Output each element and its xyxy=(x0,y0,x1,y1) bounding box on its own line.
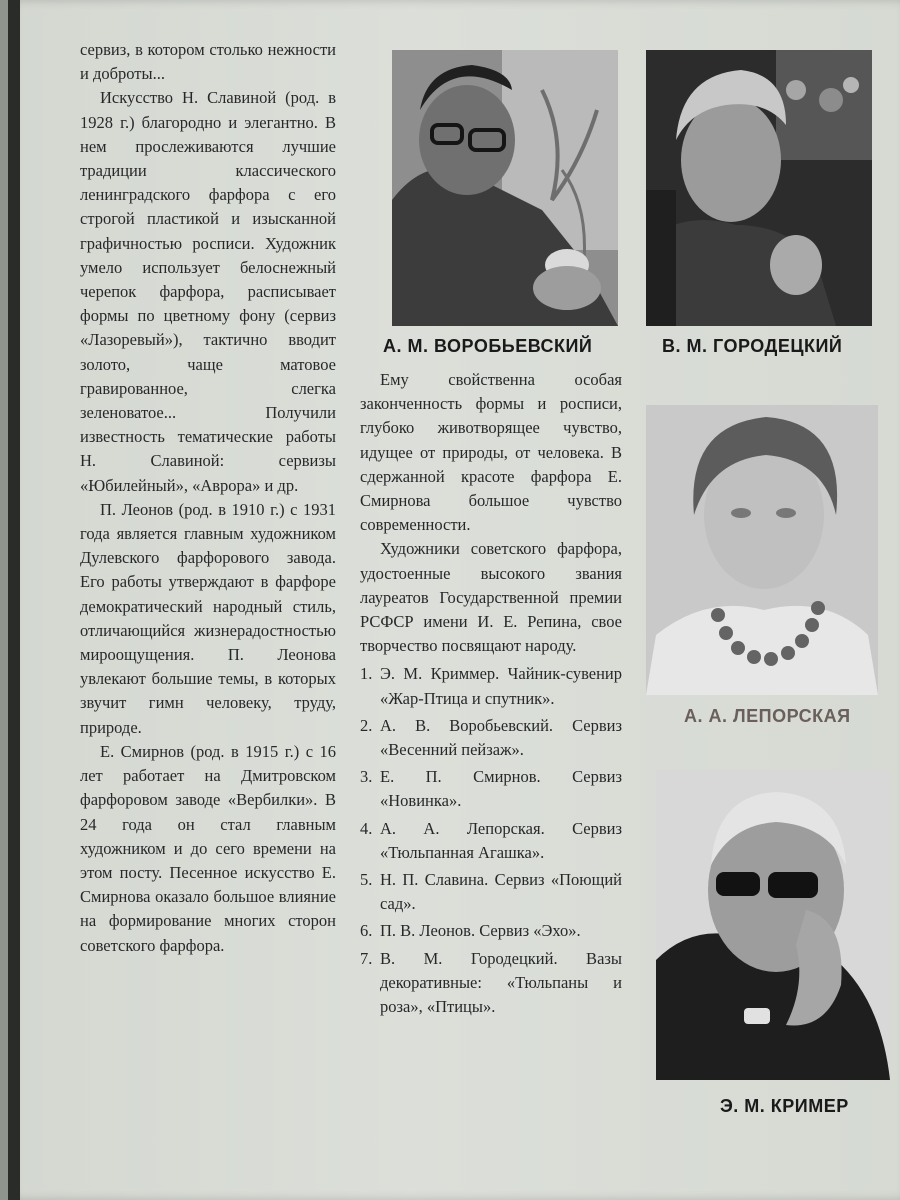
caption-leporskaya: А. А. ЛЕПОРСКАЯ xyxy=(684,706,851,726)
list-number: 1. xyxy=(360,664,373,684)
paragraph: П. Леонов (род. в 1910 г.) с 1931 года является главным художником Дулевского фарфорового завода. Его работы утверждают в фарфоре демократический народный стиль, отличающийся жизнерадостностью мироощущения. П. Леонова увлекают большие темы, в которых звучит гимн человеку, труду, природе. xyxy=(80,499,336,737)
list-text: Е. П. Смирнов. Сервиз «Новинка». xyxy=(380,767,622,811)
paragraph: Е. Смирнов (род. в 1915 г.) с 16 лет работает на Дмитровском фарфоровом заводе «Вербилки». В 24 года он стал главным художником и до сего времени на этом посту. Песенное искусство Е. Смирнова оказало большое влияние на формирование многих сторон советского фарфора. xyxy=(80,741,336,955)
list-item xyxy=(360,868,622,916)
list-text: А. В. Воробьевский. Сервиз «Весенний пейзаж». xyxy=(380,715,622,760)
list-text: Э. М. Криммер. Чайник-сувенир «Жар-Птица и спутник». xyxy=(380,664,622,708)
left-text-column xyxy=(80,38,336,958)
book-page xyxy=(8,0,900,1200)
portrait-photo-vorobyevsky xyxy=(392,50,618,326)
list-number: 4. xyxy=(360,818,373,838)
caption-vorobyevsky: А. М. ВОРОБЬЕВСКИЙ xyxy=(383,336,593,356)
list-item xyxy=(360,947,622,1020)
portrait-photo-leporskaya xyxy=(646,405,878,695)
list-number: 3. xyxy=(360,767,373,787)
portrait-photo-gorodetsky xyxy=(646,50,872,326)
paragraph: Художники советского фарфора, удостоенные высокого звания лауреатов Государственной премии РСФСР имени И. Е. Репина, свое творчество посвящают народу. xyxy=(360,539,622,656)
list-item xyxy=(360,765,622,813)
caption-krimer: Э. М. КРИМЕР xyxy=(720,1096,849,1116)
list-text: А. А. Лепорская. Сервиз «Тюльпанная Агашка». xyxy=(380,818,622,862)
portrait-photo-krimer xyxy=(656,770,890,1080)
list-number: 5. xyxy=(360,870,373,890)
list-item xyxy=(360,817,622,865)
middle-text-column xyxy=(360,368,622,1022)
list-text: П. В. Леонов. Сервиз «Эхо». xyxy=(380,921,581,941)
list-text: В. М. Городецкий. Вазы декоративные: «Тюльпаны и роза», «Птицы». xyxy=(380,948,622,1017)
list-number: 2. xyxy=(360,715,373,735)
works-list xyxy=(360,662,622,1019)
paragraph: Ему свойственна особая законченность формы и росписи, глубоко животворящее чувство, идущее от природы, от человека. В сдержанной красоте фарфора Е. Смирнова большое чувство современности. xyxy=(360,370,622,535)
paragraph: Искусство Н. Славиной (род. в 1928 г.) благородно и элегантно. В нем прослеживаются лучшие традиции классического ленинградского фарфора с его строгой пластикой и изысканной графичностью росписи. Художник умело использует белоснежный черепок фарфора, расписывает формы по цветному фону (сервиз «Лазоревый»), тактично вводит золото, чаще матовое гравированное, слегка зеленоватое... Получили известность тематические работы Н. Славиной: сервизы «Юбилейный», «Аврора» и др. xyxy=(80,88,336,495)
caption-gorodetsky: В. М. ГОРОДЕЦКИЙ xyxy=(662,336,843,356)
list-number: 7. xyxy=(360,948,373,968)
list-item xyxy=(360,662,622,710)
list-number: 6. xyxy=(360,921,373,941)
list-text: Н. П. Славина. Сервиз «Поющий сад». xyxy=(380,870,622,914)
page-binding-edge xyxy=(8,0,20,1200)
list-item xyxy=(360,714,622,762)
paragraph: сервиз, в котором столько нежности и доброты... xyxy=(80,40,336,84)
list-item xyxy=(360,919,622,943)
